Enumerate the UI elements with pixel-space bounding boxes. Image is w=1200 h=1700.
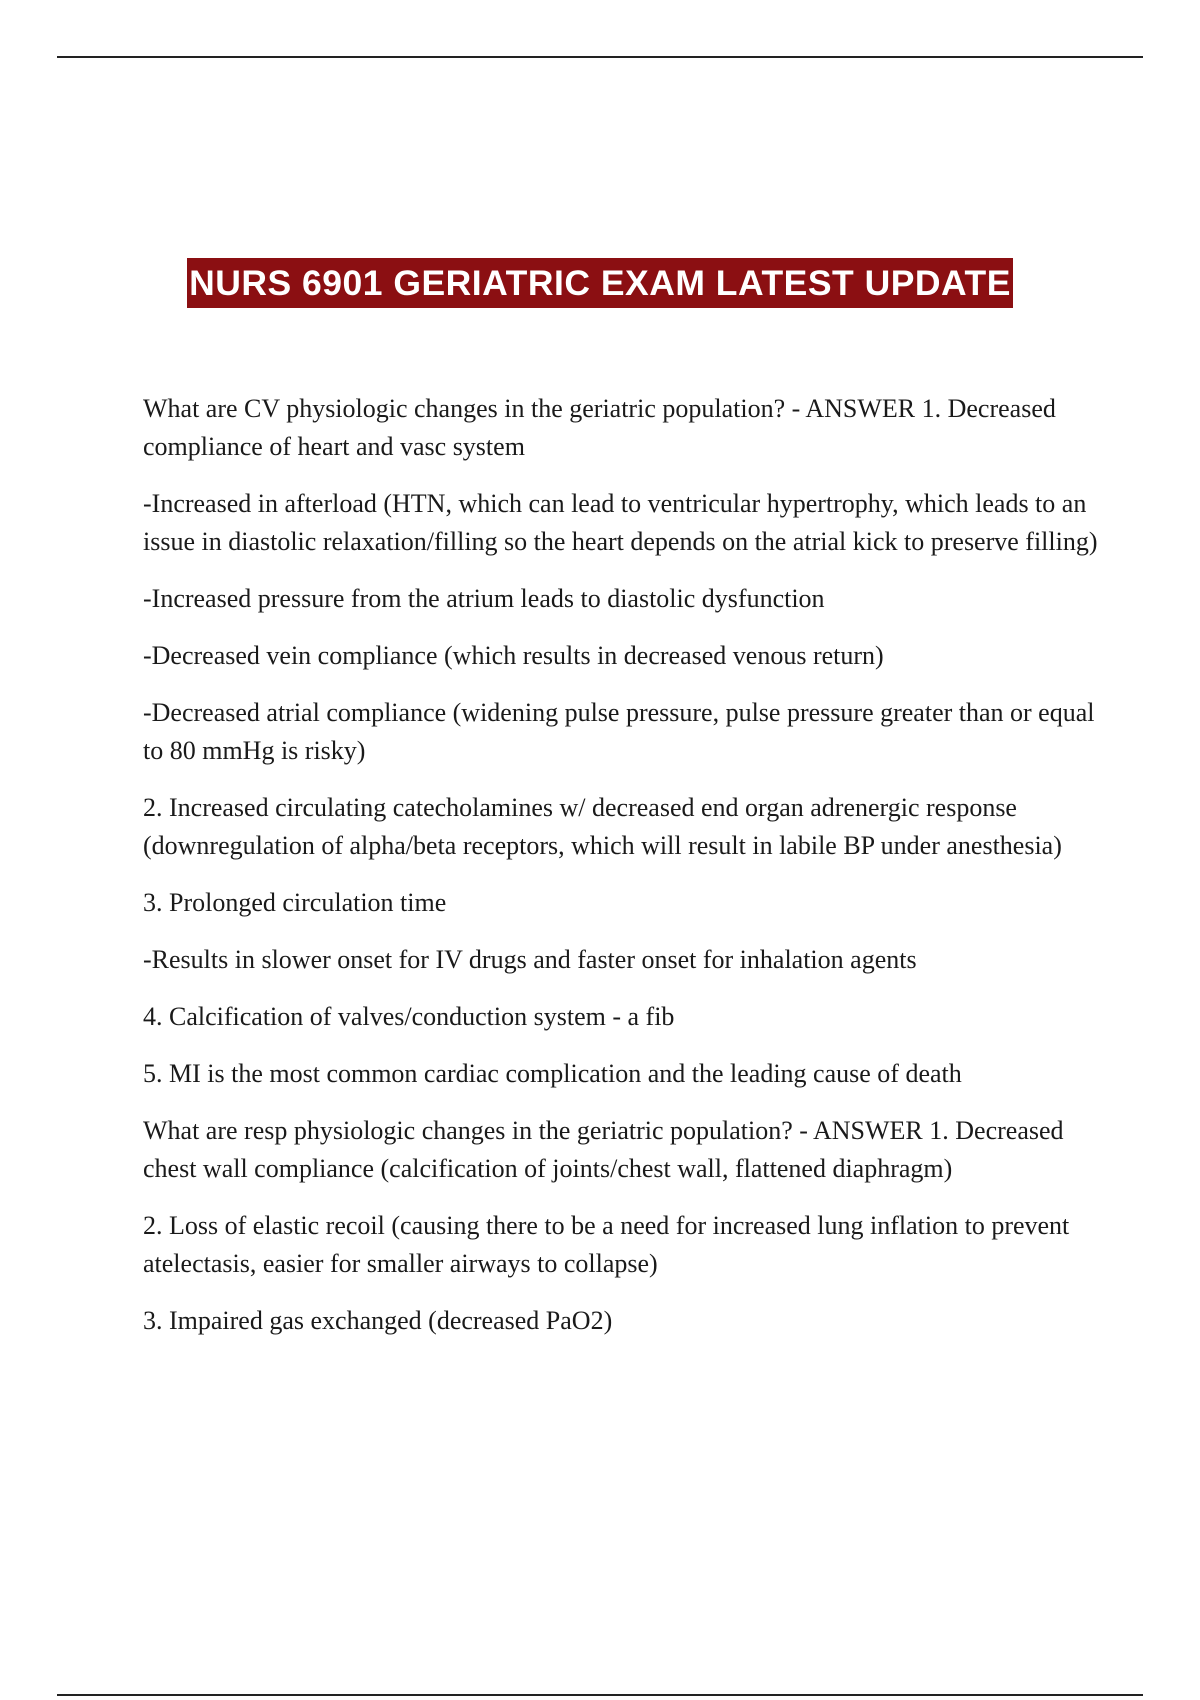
paragraph-mi: 5. MI is the most common cardiac complication and the leading cause of death [143, 1059, 962, 1088]
top-divider [57, 56, 1143, 58]
paragraph-gas-exchange: 3. Impaired gas exchanged (decreased PaO2) [143, 1306, 613, 1335]
paragraph-drug-onset: -Results in slower onset for IV drugs and faster onset for inhalation agents [143, 945, 917, 974]
paragraph-resp-question: What are resp physiologic changes in the geriatric population? - ANSWER 1. Decreased chest wall compliance (calcification of joints/chest wall, flattened diaphragm) [143, 1116, 1064, 1183]
bottom-divider [57, 1694, 1143, 1696]
paragraph-elastic-recoil: 2. Loss of elastic recoil (causing there to be a need for increased lung inflation to prevent atelectasis, easier for smaller airways to collapse) [143, 1211, 1070, 1278]
document-body [143, 390, 1103, 1359]
paragraph-atrium-pressure: -Increased pressure from the atrium leads to diastolic dysfunction [143, 584, 825, 613]
paragraph-catecholamines: 2. Increased circulating catecholamines w/ decreased end organ adrenergic response (downregulation of alpha/beta receptors, which will result in labile BP under anesthesia) [143, 793, 1062, 860]
paragraph-atrial-compliance: -Decreased atrial compliance (widening pulse pressure, pulse pressure greater than or equal to 80 mmHg is risky) [143, 698, 1095, 765]
paragraph-calcification: 4. Calcification of valves/conduction system - a fib [143, 1002, 675, 1031]
title-banner [0, 258, 1200, 308]
paragraph-vein-compliance: -Decreased vein compliance (which results in decreased venous return) [143, 641, 884, 670]
paragraph-afterload: -Increased in afterload (HTN, which can lead to ventricular hypertrophy, which leads to an issue in diastolic relaxation/filling so the heart depends on the atrial kick to preserve filling) [143, 489, 1098, 556]
paragraph-circulation-time: 3. Prolonged circulation time [143, 888, 447, 917]
paragraph-cv-question: What are CV physiologic changes in the geriatric population? - ANSWER 1. Decreased compliance of heart and vasc system [143, 394, 1056, 461]
document-title: NURS 6901 GERIATRIC EXAM LATEST UPDATE [187, 258, 1013, 308]
